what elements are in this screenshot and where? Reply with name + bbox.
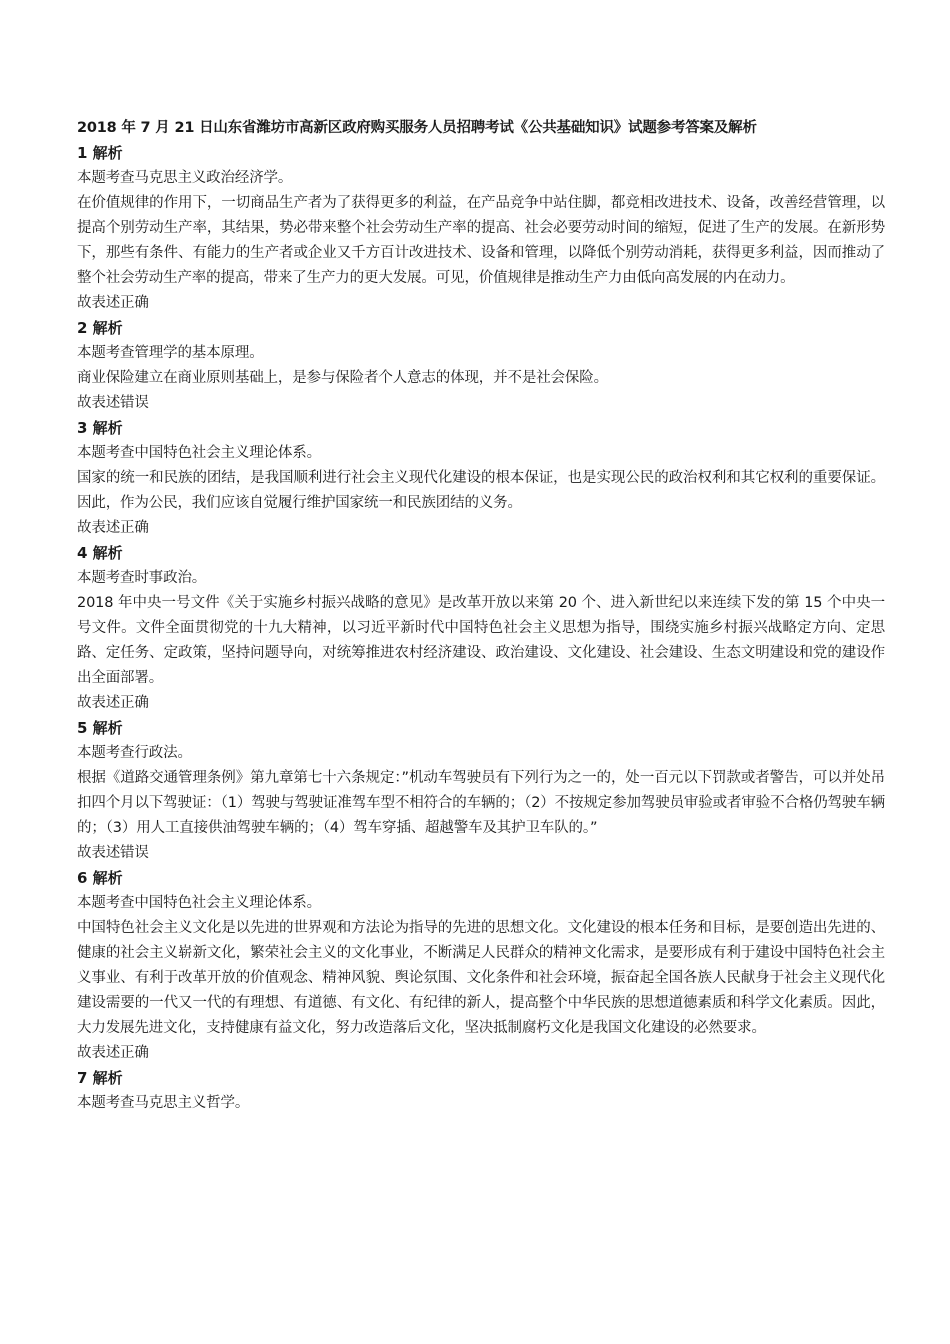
item-conclusion: 故表述错误 bbox=[77, 845, 149, 861]
item-conclusion: 故表述错误 bbox=[77, 395, 149, 411]
document-title: 2018 年 7 月 21 日山东省潍坊市高新区政府购买服务人员招聘考试《公共基础知识》试题参考答案及解析 bbox=[77, 120, 757, 136]
item-heading: 4 解析 bbox=[77, 544, 123, 562]
answer-item-5 bbox=[77, 716, 885, 866]
item-heading: 7 解析 bbox=[77, 1069, 123, 1087]
item-topic: 本题考查时事政治。 bbox=[77, 570, 207, 586]
item-conclusion: 故表述正确 bbox=[77, 695, 149, 711]
item-heading: 6 解析 bbox=[77, 869, 123, 887]
item-topic: 本题考查中国特色社会主义理论体系。 bbox=[77, 895, 321, 911]
item-explanation: 商业保险建立在商业原则基础上，是参与保险者个人意志的体现，并不是社会保险。 bbox=[77, 370, 608, 386]
item-explanation: 国家的统一和民族的团结，是我国顺利进行社会主义现代化建设的根本保证，也是实现公民的政治权利和其它权利的重要保证。因此，作为公民，我们应该自觉履行维护国家统一和民族团结的义务。 bbox=[77, 470, 885, 511]
item-topic: 本题考查管理学的基本原理。 bbox=[77, 345, 264, 361]
answer-item-6 bbox=[77, 866, 885, 1066]
item-conclusion: 故表述正确 bbox=[77, 295, 149, 311]
answer-item-7 bbox=[77, 1066, 885, 1116]
document-page bbox=[77, 116, 885, 1116]
item-conclusion: 故表述正确 bbox=[77, 1045, 149, 1061]
item-explanation: 中国特色社会主义文化是以先进的世界观和方法论为指导的先进的思想文化。文化建设的根本任务和目标，是要创造出先进的、健康的社会主义崭新文化，繁荣社会主义的文化事业，不断满足人民群众的精神文化需求，是要形成有利于建设中国特色社会主义事业、有利于改革开放的价值观念、精神风貌、舆论氛围、文化条件和社会环境，振奋起全国各族人民献身于社会主义现代化建设需要的一代又一代的有理想、有道德、有文化、有纪律的新人，提高整个中华民族的思想道德素质和科学文化素质。因此，大力发展先进文化，支持健康有益文化，努力改造落后文化，坚决抵制腐朽文化是我国文化建设的必然要求。 bbox=[77, 920, 885, 1036]
item-explanation: 在价值规律的作用下，一切商品生产者为了获得更多的利益，在产品竞争中站住脚，都竞相改进技术、设备，改善经营管理，以提高个别劳动生产率，其结果，势必带来整个社会劳动生产率的提高、社会必要劳动时间的缩短，促进了生产的发展。在新形势下，那些有条件、有能力的生产者或企业又千方百计改进技术、设备和管理，以降低个别劳动消耗，获得更多利益，因而推动了整个社会劳动生产率的提高，带来了生产力的更大发展。可见，价值规律是推动生产力由低向高发展的内在动力。 bbox=[77, 195, 885, 286]
item-heading: 5 解析 bbox=[77, 719, 123, 737]
item-topic: 本题考查行政法。 bbox=[77, 745, 192, 761]
item-explanation: 根据《道路交通管理条例》第九章第七十六条规定：”机动车驾驶员有下列行为之一的，处一百元以下罚款或者警告，可以并处吊扣四个月以下驾驶证：（1）驾驶与驾驶证准驾车型不相符合的车辆的；（2）不按规定参加驾驶员审验或者审验不合格仍驾驶车辆的；（3）用人工直接供油驾驶车辆的；（4）驾车穿插、超越警车及其护卫车队的。” bbox=[77, 770, 885, 836]
answer-item-1 bbox=[77, 141, 885, 316]
answer-item-3 bbox=[77, 416, 885, 541]
answer-item-4 bbox=[77, 541, 885, 716]
item-topic: 本题考查马克思主义哲学。 bbox=[77, 1095, 250, 1111]
item-topic: 本题考查马克思主义政治经济学。 bbox=[77, 170, 293, 186]
item-heading: 2 解析 bbox=[77, 319, 123, 337]
item-explanation: 2018 年中央一号文件《关于实施乡村振兴战略的意见》是改革开放以来第 20 个、进入新世纪以来连续下发的第 15 个中央一号文件。文件全面贯彻党的十九大精神，以习近平新时代中国特色社会主义思想为指导，围绕实施乡村振兴战略定方向、定思路、定任务、定政策，坚持问题导向，对统筹推进农村经济建设、政治建设、文化建设、社会建设、生态文明建设和党的建设作出全面部署。 bbox=[77, 595, 885, 686]
item-heading: 1 解析 bbox=[77, 144, 123, 162]
item-topic: 本题考查中国特色社会主义理论体系。 bbox=[77, 445, 321, 461]
item-heading: 3 解析 bbox=[77, 419, 123, 437]
item-conclusion: 故表述正确 bbox=[77, 520, 149, 536]
answer-item-2 bbox=[77, 316, 885, 416]
